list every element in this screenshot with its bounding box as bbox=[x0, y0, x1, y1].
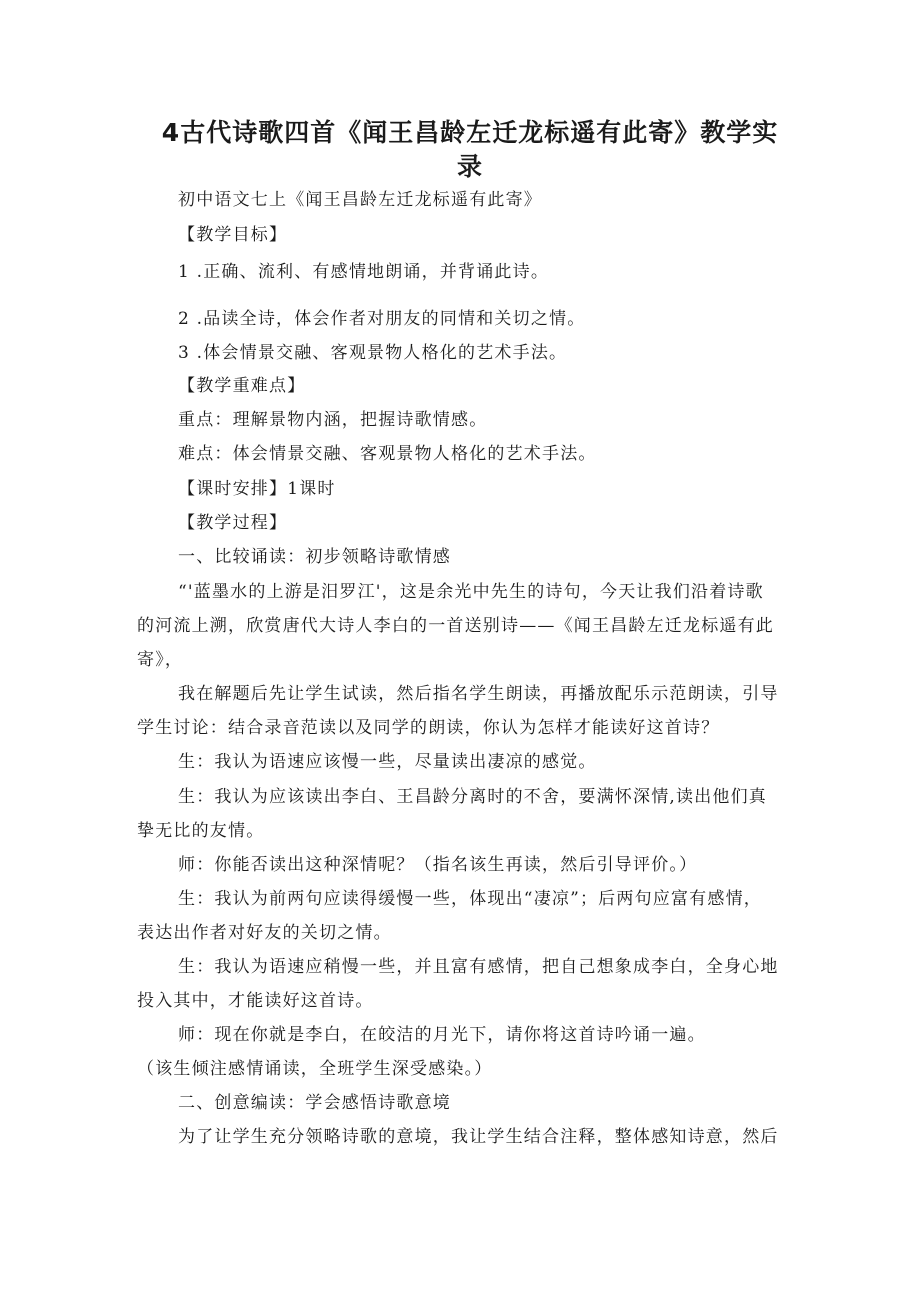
document-title-line-1: 4古代诗歌四首《闻王昌龄左迁龙标遥有此寄》教学实 bbox=[161, 118, 779, 147]
goal-item-2: 2 .品读全诗，体会作者对朋友的同情和关切之情。 bbox=[178, 309, 586, 329]
keypoints-difficulty: 难点：体会情景交融、客观景物人格化的艺术手法。 bbox=[178, 444, 597, 464]
teacher-remark-1: 师：你能否读出这种深情呢？（指名该生再读，然后引导评价。） bbox=[178, 855, 698, 875]
section-2-heading: 二、创意编读：学会感悟诗歌意境 bbox=[178, 1093, 451, 1113]
process-heading: 【教学过程】 bbox=[178, 513, 288, 533]
paragraph-1-line-2: 的河流上溯，欣赏唐代大诗人李白的一首送别诗——《闻王昌龄左迁龙标遥有此 bbox=[137, 616, 774, 636]
paragraph-2-line-2: 学生讨论：结合录音范读以及同学的朗读，你认为怎样才能读好这首诗？ bbox=[137, 718, 720, 738]
class-note: （该生倾注感情诵读，全班学生深受感染。） bbox=[137, 1059, 493, 1079]
paragraph-1-line-1: “'蓝墨水的上游是汨罗江'，这是余光中先生的诗句，今天让我们沿着诗歌 bbox=[178, 582, 764, 602]
schedule: 【课时安排】1课时 bbox=[178, 479, 336, 499]
student-reply-3-line-1: 生：我认为前两句应读得缓慢一些，体现出“凄凉”；后两句应富有感情， bbox=[178, 889, 762, 909]
student-reply-2-line-1: 生：我认为应该读出李白、王昌龄分离时的不舍，要满怀深情,读出他们真 bbox=[178, 787, 768, 807]
goal-item-1: 1 .正确、流利、有感情地朗诵，并背诵此诗。 bbox=[178, 262, 550, 282]
student-reply-4-line-1: 生：我认为语速应稍慢一些，并且富有感情，把自己想象成李白，全身心地 bbox=[178, 957, 779, 977]
student-reply-3-line-2: 表达出作者对好友的关切之情。 bbox=[137, 923, 392, 943]
goals-heading: 【教学目标】 bbox=[178, 225, 288, 245]
keypoints-focus: 重点：理解景物内涵，把握诗歌情感。 bbox=[178, 410, 488, 430]
paragraph-3-line-1: 为了让学生充分领略诗歌的意境，我让学生结合注释，整体感知诗意，然后 bbox=[178, 1127, 779, 1147]
goal-item-3: 3 .体会情景交融、客观景物人格化的艺术手法。 bbox=[178, 343, 568, 363]
student-reply-4-line-2: 投入其中，才能读好这首诗。 bbox=[137, 991, 374, 1011]
teacher-remark-2: 师：现在你就是李白，在皎洁的月光下，请你将这首诗吟诵一遍。 bbox=[178, 1025, 706, 1045]
keypoints-heading: 【教学重难点】 bbox=[178, 376, 306, 396]
paragraph-2-line-1: 我在解题后先让学生试读，然后指名学生朗读，再播放配乐示范朗读，引导 bbox=[178, 684, 779, 704]
student-reply-1: 生：我认为语速应该慢一些，尽量读出凄凉的感觉。 bbox=[178, 752, 597, 772]
paragraph-1-line-3: 寄》， bbox=[137, 650, 184, 670]
student-reply-2-line-2: 挚无比的友情。 bbox=[137, 821, 265, 841]
section-1-heading: 一、比较诵读：初步领略诗歌情感 bbox=[178, 547, 451, 567]
subtitle: 初中语文七上《闻王昌龄左迁龙标遥有此寄》 bbox=[178, 190, 542, 210]
document-title-line-2: 录 bbox=[456, 152, 483, 181]
